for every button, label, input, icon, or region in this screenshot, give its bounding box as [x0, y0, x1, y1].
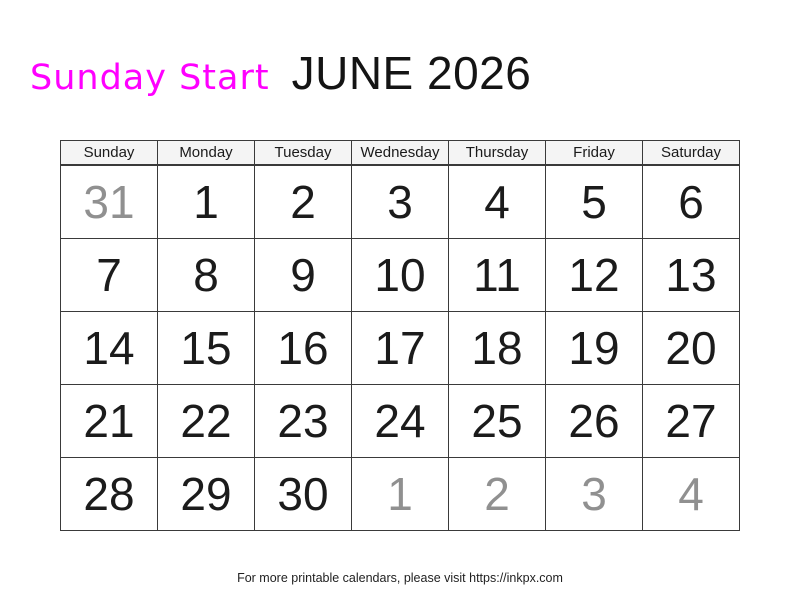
calendar-day-cell: 24 — [352, 385, 449, 458]
weekday-header-row — [61, 141, 740, 166]
calendar-day-cell: 2 — [255, 165, 352, 239]
calendar-day-cell: 29 — [158, 458, 255, 531]
calendar-day-cell: 2 — [449, 458, 546, 531]
calendar-day-cell: 1 — [158, 165, 255, 239]
calendar-table — [60, 140, 740, 531]
calendar-day-cell: 3 — [546, 458, 643, 531]
calendar-day-cell: 7 — [61, 239, 158, 312]
calendar-day-cell: 27 — [643, 385, 740, 458]
calendar-day-cell: 25 — [449, 385, 546, 458]
footer-note: For more printable calendars, please visit https://inkpx.com — [237, 571, 563, 585]
title-bar — [30, 46, 531, 100]
calendar-day-cell: 30 — [255, 458, 352, 531]
calendar-day-cell: 22 — [158, 385, 255, 458]
calendar-day-cell: 11 — [449, 239, 546, 312]
calendar-day-cell: 19 — [546, 312, 643, 385]
start-day-label: Sunday Start — [30, 58, 270, 98]
calendar-week-row — [61, 385, 740, 458]
calendar-day-cell: 28 — [61, 458, 158, 531]
weekday-header-wednesday: Wednesday — [352, 141, 449, 166]
calendar-day-cell: 26 — [546, 385, 643, 458]
weekday-header-sunday: Sunday — [61, 141, 158, 166]
calendar-day-cell: 18 — [449, 312, 546, 385]
calendar-day-cell: 12 — [546, 239, 643, 312]
calendar-day-cell: 1 — [352, 458, 449, 531]
weekday-header-saturday: Saturday — [643, 141, 740, 166]
calendar-week-row — [61, 239, 740, 312]
weekday-header-thursday: Thursday — [449, 141, 546, 166]
month-title: JUNE 2026 — [291, 47, 532, 99]
weekday-header-tuesday: Tuesday — [255, 141, 352, 166]
calendar-day-cell: 21 — [61, 385, 158, 458]
calendar-day-cell: 5 — [546, 165, 643, 239]
calendar-day-cell: 23 — [255, 385, 352, 458]
calendar-day-cell: 8 — [158, 239, 255, 312]
calendar-week-row — [61, 312, 740, 385]
calendar-day-cell: 13 — [643, 239, 740, 312]
calendar-day-cell: 10 — [352, 239, 449, 312]
calendar-day-cell: 31 — [61, 165, 158, 239]
calendar-day-cell: 14 — [61, 312, 158, 385]
calendar-day-cell: 4 — [643, 458, 740, 531]
calendar-day-cell: 9 — [255, 239, 352, 312]
calendar-day-cell: 16 — [255, 312, 352, 385]
calendar-day-cell: 4 — [449, 165, 546, 239]
calendar-day-cell: 3 — [352, 165, 449, 239]
calendar-day-cell: 20 — [643, 312, 740, 385]
calendar-day-cell: 6 — [643, 165, 740, 239]
calendar-week-row — [61, 165, 740, 239]
weekday-header-friday: Friday — [546, 141, 643, 166]
calendar-day-cell: 15 — [158, 312, 255, 385]
calendar-day-cell: 17 — [352, 312, 449, 385]
weekday-header-monday: Monday — [158, 141, 255, 166]
calendar-week-row — [61, 458, 740, 531]
